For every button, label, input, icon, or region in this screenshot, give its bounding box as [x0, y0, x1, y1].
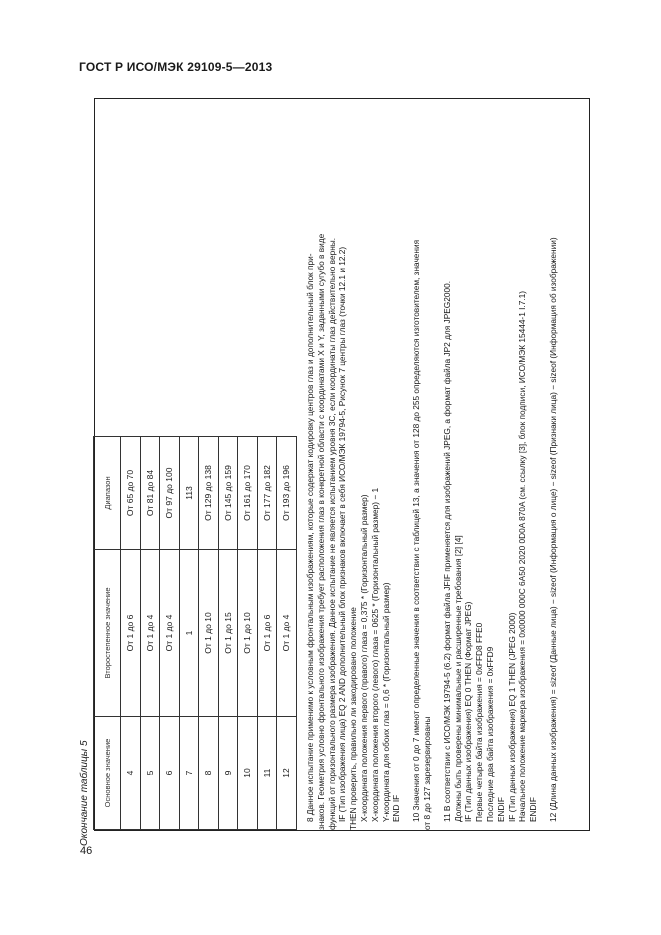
note-8-line: IF (Тип изображения лица) EQ 2 AND дополнительный блок признаков включает в себя ИСО/МЭК 19794-5, Рисунок 7 центры глаз (точки 12.1 и 12.2): [337, 246, 348, 822]
table-cell: От 1 до 4: [160, 550, 180, 717]
table-caption: Окончание таблицы 5: [79, 740, 90, 846]
note-8-line: X-координата положения второго (левого) глаза = 0625 * (Горизонтальный размер) − 1: [369, 487, 380, 822]
table-cell: 113: [179, 437, 199, 550]
note-12-line: 12 (Длина данных изображения) = sizeof (Данные лица) − sizeof (Информация о лице) − sizeof (Признаки лица) − sizeof (Информация об изображении): [547, 237, 558, 822]
note-11-line: Первые четыре байта изображения = 0xFFD8 FFE0: [474, 622, 485, 822]
note-8-line: знаков. Геометрия условно фронтального изображения требует расположения глаз в конкретной области с координатами X и Y, заданными сугубо в виде: [315, 233, 326, 830]
table-cell: 9: [218, 717, 238, 830]
table-cell: От 97 до 100: [160, 437, 180, 550]
note-11-line: ENDIF: [528, 797, 539, 822]
table-cell: 6: [160, 717, 180, 830]
table-row: [140, 437, 160, 830]
table-row: [179, 437, 199, 830]
header-cell-secondary: Второстепенное значение: [94, 550, 121, 717]
header-cell-main: Основное значение: [94, 717, 121, 830]
page-number: 46: [80, 845, 93, 857]
notes-block: [305, 130, 559, 830]
table-cell: От 1 до 4: [277, 550, 297, 717]
note-11-line: IF (Тип данных изображения) EQ 1 THEN (JPEG 2000): [506, 612, 517, 822]
table-cell: 4: [121, 717, 141, 830]
note-11-line: 11 В соответствии с ИСО/МЭК 19794-5 (6.2) формат файла JFIF применяется для изображений JPEG, а формат файла JP2 для JPEG2000.: [441, 281, 452, 822]
table-cell: 12: [277, 717, 297, 830]
note-11-line: Начальное положение маркера изображения = 0x0000 000C 6A50 2020 0D0A 870A (см. ссылку [3], блок подписи, ИСО/МЭК 15444-1 I.7.1): [517, 290, 528, 822]
table-cell: От 1 до 10: [238, 550, 258, 717]
table-cell: 5: [140, 717, 160, 830]
table-cell: От 177 до 182: [257, 437, 277, 550]
table-row: [238, 437, 258, 830]
table-cell: 11: [257, 717, 277, 830]
table-cell: От 1 до 10: [199, 550, 219, 717]
table-cell: 8: [199, 717, 219, 830]
note-11-line: Должны быть проверены минимальные и расширенные требования [2] [4]: [452, 535, 463, 822]
table-row: [121, 437, 141, 830]
note-10-line: от 8 до 127 зарезервированы: [421, 716, 432, 830]
note-8-line: функций от горизонтального размера изображения. Данное испытание не является испытанием уровня 3C, если координаты глаз действительно верны.: [326, 237, 337, 830]
table-row: [160, 437, 180, 830]
table-row: [257, 437, 277, 830]
table-cell: 10: [238, 717, 258, 830]
table-cell: От 65 до 70: [121, 437, 141, 550]
note-11-line: ENDIF: [495, 797, 506, 822]
note-10-line: 10 Значения от 0 до 7 имеют определенные значения в соответствии с таблицей 13, а значения от 128 до 255 определяются изготовителем, значения: [411, 239, 422, 822]
note-11-line: Последние два байта изображения = 0xFFD9: [484, 646, 495, 822]
note-8-line: THEN проверить, правильно ли закодировано положение: [348, 607, 359, 830]
table-header-row: [94, 437, 121, 830]
note-8-line: Y-координата для обоих глаз = 0,6 * (Горизонтальный размер): [380, 582, 391, 822]
header-cell-range: Диапазон: [94, 437, 121, 550]
rotated-content: [79, 101, 599, 846]
table-cell: От 145 до 159: [218, 437, 238, 550]
table-row: [277, 437, 297, 830]
note-8-line: 8 Данное испытание применимо к условным фронтальным изображениям, которые содержат кодировку центров глаз и дополнительный блок при-: [305, 253, 315, 822]
table-cell: От 1 до 4: [140, 550, 160, 717]
range-table: [93, 436, 297, 830]
table-cell: От 1 до 6: [121, 550, 141, 717]
table-cell: От 81 до 84: [140, 437, 160, 550]
note-8-line: X-координата положения первого (правого) глаза = 0,375 * (Горизонтальный размер): [358, 494, 369, 822]
table-cell: 1: [179, 550, 199, 717]
table-cell: 7: [179, 717, 199, 830]
table-cell: От 1 до 15: [218, 550, 238, 717]
table-cell: От 161 до 170: [238, 437, 258, 550]
note-11-line: IF (Тип данных изображения) EQ 0 THEN (Формат JPEG): [463, 601, 474, 822]
table-row: [199, 437, 219, 830]
table-cell: От 1 до 6: [257, 550, 277, 717]
table-cell: От 193 до 196: [277, 437, 297, 550]
table-row: [218, 437, 238, 830]
table-cell: От 129 до 138: [199, 437, 219, 550]
document-header: ГОСТ Р ИСО/МЭК 29109-5—2013: [79, 60, 273, 74]
note-8-line: END IF: [391, 794, 402, 822]
